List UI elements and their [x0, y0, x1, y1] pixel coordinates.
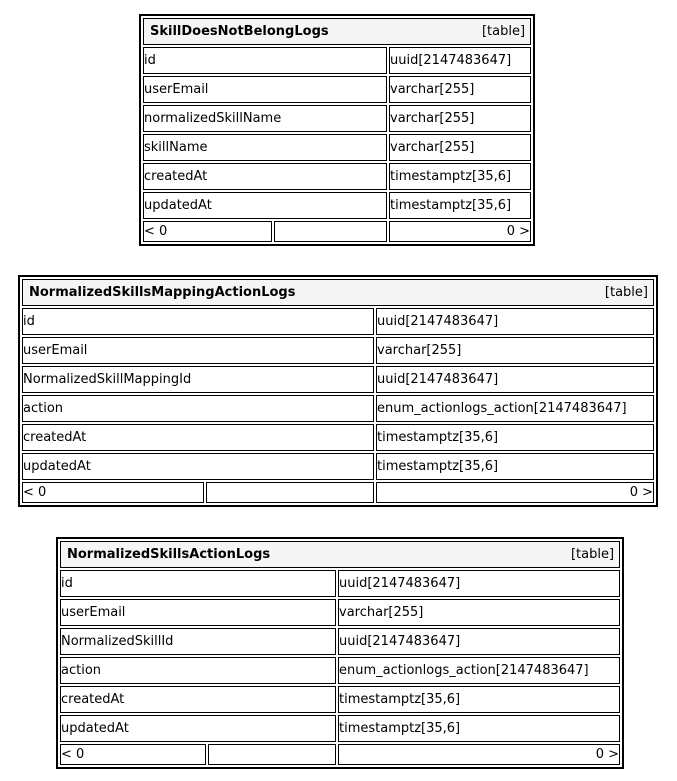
table-footer-row — [60, 744, 620, 765]
footer-spacer-cell — [274, 221, 387, 242]
column-type-cell: timestamptz[35,6] — [376, 424, 654, 451]
column-type-cell: timestamptz[35,6] — [338, 715, 620, 742]
column-name-cell: action — [22, 395, 374, 422]
column-row — [60, 570, 620, 597]
column-name-cell: userEmail — [22, 337, 374, 364]
column-type-cell: uuid[2147483647] — [376, 308, 654, 335]
column-name-cell: id — [22, 308, 374, 335]
column-name-cell: skillName — [143, 134, 387, 161]
column-name-cell: updatedAt — [22, 453, 374, 480]
column-name-cell: userEmail — [60, 599, 336, 626]
column-type-cell: timestamptz[35,6] — [338, 686, 620, 713]
column-row — [60, 599, 620, 626]
column-type-cell: enum_actionlogs_action[2147483647] — [338, 657, 620, 684]
column-type-cell: timestamptz[35,6] — [389, 163, 531, 190]
column-name-cell: NormalizedSkillMappingId — [22, 366, 374, 393]
column-type-cell: timestamptz[35,6] — [389, 192, 531, 219]
column-name-cell: normalizedSkillName — [143, 105, 387, 132]
entity-table-normalizedskillsactionlogs — [56, 537, 624, 769]
column-row — [143, 105, 531, 132]
table-header-row — [143, 18, 531, 45]
column-name-cell: updatedAt — [60, 715, 336, 742]
column-type-cell: uuid[2147483647] — [338, 570, 620, 597]
column-name-cell: createdAt — [60, 686, 336, 713]
table-title[interactable]: SkillDoesNotBelongLogs — [150, 24, 329, 39]
column-row — [143, 192, 531, 219]
column-type-cell: varchar[255] — [389, 105, 531, 132]
entity-table-skilldoesnotbelonglogs — [139, 14, 535, 246]
footer-parents-count: 0 > — [338, 744, 620, 765]
table-footer-row — [22, 482, 654, 503]
table-header — [61, 547, 619, 562]
table-header-cell[interactable] — [143, 18, 531, 45]
table-header-cell[interactable] — [22, 279, 654, 306]
column-row — [143, 76, 531, 103]
column-type-cell: varchar[255] — [389, 76, 531, 103]
column-row — [60, 715, 620, 742]
column-name-cell: userEmail — [143, 76, 387, 103]
column-row — [143, 134, 531, 161]
column-row — [22, 424, 654, 451]
column-name-cell: NormalizedSkillId — [60, 628, 336, 655]
table-footer-row — [143, 221, 531, 242]
table-title[interactable]: NormalizedSkillsMappingActionLogs — [29, 285, 296, 300]
table-header-row — [60, 541, 620, 568]
footer-children-count: < 0 — [22, 482, 204, 503]
table-header-cell[interactable] — [60, 541, 620, 568]
footer-spacer-cell — [208, 744, 336, 765]
column-name-cell: action — [60, 657, 336, 684]
column-type-cell: timestamptz[35,6] — [376, 453, 654, 480]
table-type-badge: [table] — [570, 547, 615, 562]
table-header-row — [22, 279, 654, 306]
column-row — [143, 163, 531, 190]
column-row — [143, 47, 531, 74]
entity-table-normalizedskillsmappingactionlogs — [18, 275, 658, 507]
table-title[interactable]: NormalizedSkillsActionLogs — [67, 547, 271, 562]
column-row — [22, 453, 654, 480]
table-type-badge: [table] — [481, 24, 526, 39]
table-header — [23, 285, 653, 300]
column-row — [22, 308, 654, 335]
column-type-cell: varchar[255] — [376, 337, 654, 364]
column-row — [60, 686, 620, 713]
column-type-cell: uuid[2147483647] — [376, 366, 654, 393]
footer-parents-count: 0 > — [376, 482, 654, 503]
column-name-cell: createdAt — [143, 163, 387, 190]
column-row — [60, 628, 620, 655]
column-row — [22, 366, 654, 393]
column-type-cell: varchar[255] — [389, 134, 531, 161]
column-row — [22, 395, 654, 422]
footer-parents-count: 0 > — [389, 221, 531, 242]
column-type-cell: uuid[2147483647] — [338, 628, 620, 655]
footer-children-count: < 0 — [60, 744, 206, 765]
column-row — [22, 337, 654, 364]
column-name-cell: updatedAt — [143, 192, 387, 219]
column-name-cell: id — [143, 47, 387, 74]
column-type-cell: varchar[255] — [338, 599, 620, 626]
column-name-cell: id — [60, 570, 336, 597]
column-row — [60, 657, 620, 684]
footer-children-count: < 0 — [143, 221, 272, 242]
table-type-badge: [table] — [604, 285, 648, 300]
column-type-cell: uuid[2147483647] — [389, 47, 531, 74]
table-header — [144, 24, 530, 39]
column-name-cell: createdAt — [22, 424, 374, 451]
column-type-cell: enum_actionlogs_action[2147483647] — [376, 395, 654, 422]
footer-spacer-cell — [206, 482, 374, 503]
